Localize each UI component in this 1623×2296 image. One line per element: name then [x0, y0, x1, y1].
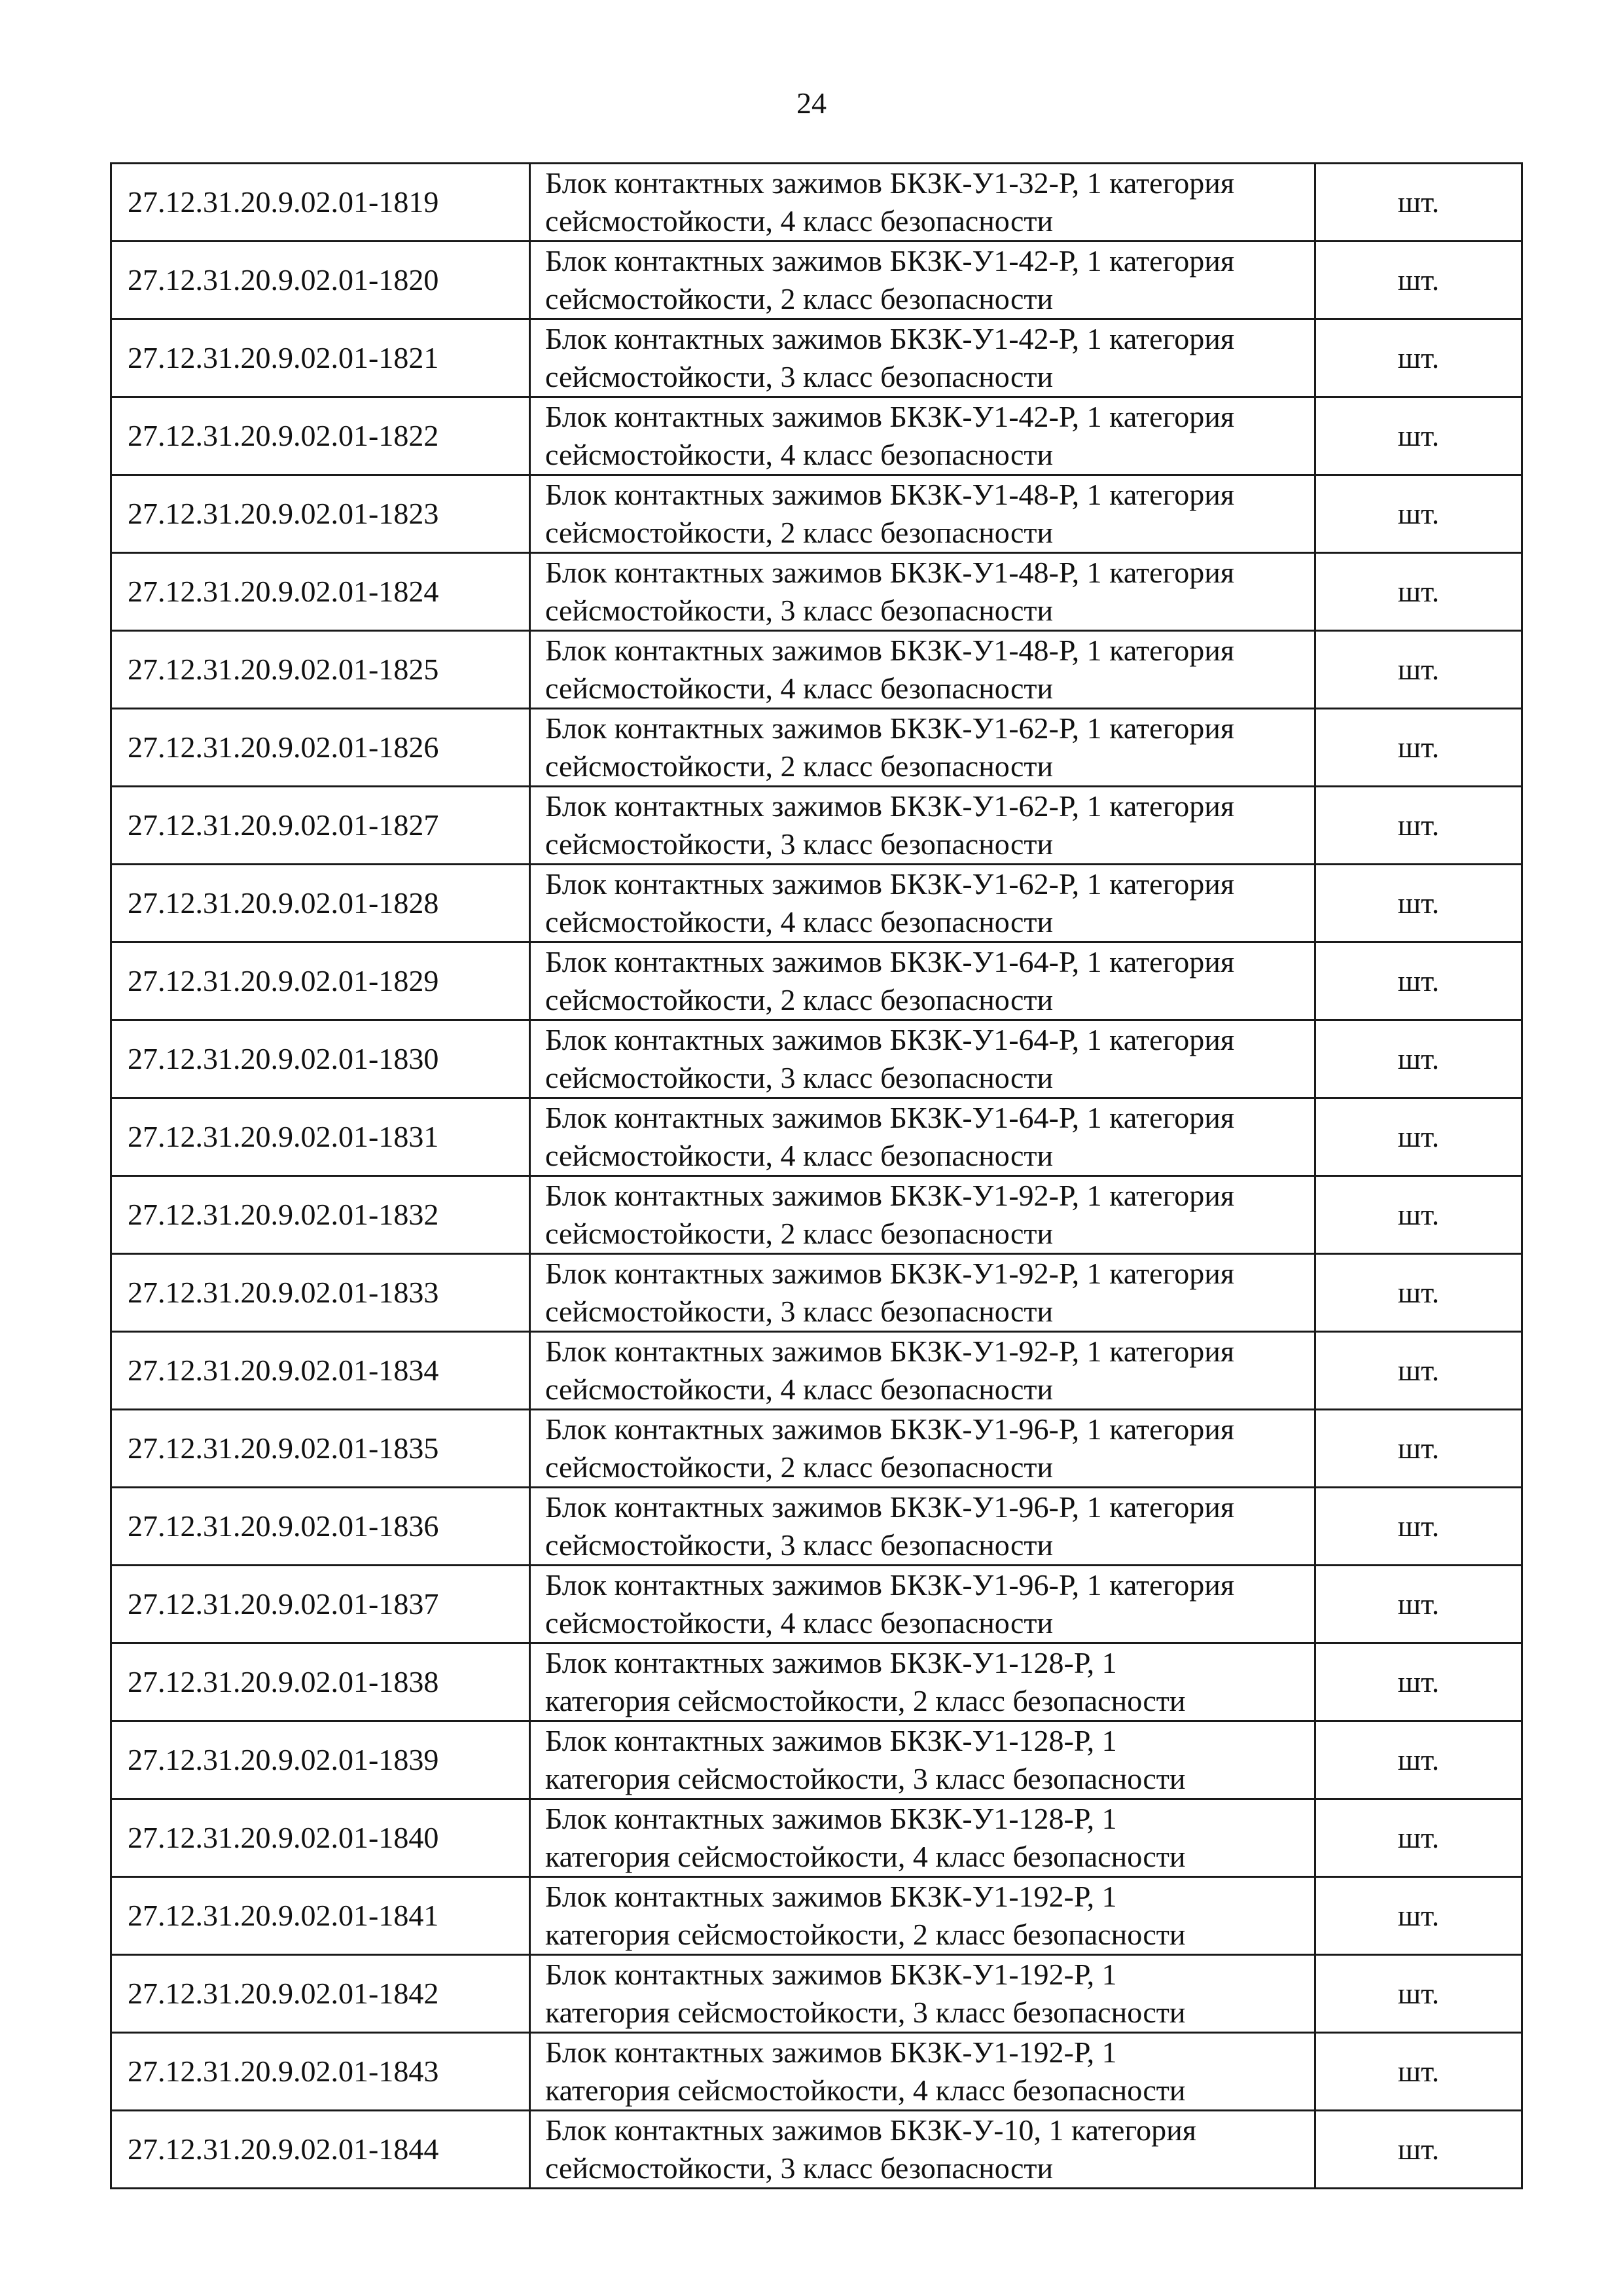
item-code-cell: 27.12.31.20.9.02.01-1837	[111, 1566, 530, 1643]
table-row	[111, 1176, 1522, 1254]
item-description-line: сейсмостойкости, 2 класс безопасности	[545, 282, 1054, 315]
item-description-cell	[530, 942, 1315, 1020]
item-code-cell: 27.12.31.20.9.02.01-1821	[111, 319, 530, 397]
item-unit-cell: шт.	[1315, 1410, 1522, 1488]
item-code-cell: 27.12.31.20.9.02.01-1825	[111, 631, 530, 709]
item-code-cell: 27.12.31.20.9.02.01-1835	[111, 1410, 530, 1488]
page-number: 24	[796, 86, 827, 120]
table-row	[111, 942, 1522, 1020]
item-code-cell: 27.12.31.20.9.02.01-1824	[111, 553, 530, 631]
item-description-line: Блок контактных зажимов БКЗК-У-10, 1 категория	[545, 2113, 1196, 2147]
item-description-line: Блок контактных зажимов БКЗК-У1-64-Р, 1 категория	[545, 1023, 1235, 1056]
item-description-line: сейсмостойкости, 4 класс безопасности	[545, 905, 1054, 939]
item-description-line: сейсмостойкости, 3 класс безопасности	[545, 1061, 1054, 1094]
item-description-line: сейсмостойкости, 2 класс безопасности	[545, 516, 1054, 549]
item-unit-cell: шт.	[1315, 1332, 1522, 1410]
table-row	[111, 1721, 1522, 1799]
item-description-cell	[530, 1799, 1315, 1877]
item-description-cell	[530, 1098, 1315, 1176]
item-code-cell: 27.12.31.20.9.02.01-1831	[111, 1098, 530, 1176]
table-row	[111, 1643, 1522, 1721]
item-description-cell	[530, 475, 1315, 553]
table-row	[111, 787, 1522, 865]
item-description-line: Блок контактных зажимов БКЗК-У1-62-Р, 1 категория	[545, 789, 1235, 823]
item-description-line: сейсмостойкости, 2 класс безопасности	[545, 1217, 1054, 1250]
item-unit-cell: шт.	[1315, 319, 1522, 397]
item-unit-cell: шт.	[1315, 1799, 1522, 1877]
item-unit-cell: шт.	[1315, 475, 1522, 553]
item-code-cell: 27.12.31.20.9.02.01-1830	[111, 1020, 530, 1098]
item-description-cell	[530, 631, 1315, 709]
item-description-cell	[530, 164, 1315, 242]
item-description-cell	[530, 2033, 1315, 2111]
item-description-line: Блок контактных зажимов БКЗК-У1-32-Р, 1 категория	[545, 166, 1235, 200]
item-unit-cell: шт.	[1315, 242, 1522, 319]
item-description-line: категория сейсмостойкости, 2 класс безопасности	[545, 1684, 1186, 1717]
table-row	[111, 2111, 1522, 2189]
item-description-line: сейсмостойкости, 3 класс безопасности	[545, 360, 1054, 393]
item-unit-cell: шт.	[1315, 1721, 1522, 1799]
item-code-cell: 27.12.31.20.9.02.01-1823	[111, 475, 530, 553]
item-description-cell	[530, 787, 1315, 865]
table-row	[111, 553, 1522, 631]
table-row	[111, 1566, 1522, 1643]
table-row	[111, 1254, 1522, 1332]
item-description-line: Блок контактных зажимов БКЗК-У1-62-Р, 1 категория	[545, 711, 1235, 745]
table-row	[111, 1877, 1522, 1955]
item-description-line: сейсмостойкости, 3 класс безопасности	[545, 827, 1054, 861]
item-description-line: сейсмостойкости, 4 класс безопасности	[545, 1606, 1054, 1640]
item-description-line: сейсмостойкости, 4 класс безопасности	[545, 1139, 1054, 1172]
item-description-cell	[530, 319, 1315, 397]
table-row	[111, 1332, 1522, 1410]
item-description-line: Блок контактных зажимов БКЗК-У1-192-Р, 1	[545, 1958, 1117, 1991]
items-table	[110, 162, 1523, 2189]
item-unit-cell: шт.	[1315, 1020, 1522, 1098]
item-description-cell	[530, 709, 1315, 787]
item-description-line: Блок контактных зажимов БКЗК-У1-92-Р, 1 категория	[545, 1335, 1235, 1368]
table-row	[111, 709, 1522, 787]
item-description-cell	[530, 1877, 1315, 1955]
item-description-cell	[530, 1955, 1315, 2033]
item-description-line: сейсмостойкости, 4 класс безопасности	[545, 1372, 1054, 1406]
item-code-cell: 27.12.31.20.9.02.01-1819	[111, 164, 530, 242]
item-description-line: Блок контактных зажимов БКЗК-У1-128-Р, 1	[545, 1802, 1117, 1835]
item-description-line: Блок контактных зажимов БКЗК-У1-192-Р, 1	[545, 2036, 1117, 2069]
item-description-cell	[530, 1410, 1315, 1488]
item-description-line: категория сейсмостойкости, 4 класс безопасности	[545, 1840, 1186, 1873]
item-description-line: сейсмостойкости, 4 класс безопасности	[545, 438, 1054, 471]
item-description-line: сейсмостойкости, 3 класс безопасности	[545, 1295, 1054, 1328]
table-row	[111, 1955, 1522, 2033]
table-row	[111, 1488, 1522, 1566]
item-unit-cell: шт.	[1315, 1566, 1522, 1643]
item-description-line: Блок контактных зажимов БКЗК-У1-42-Р, 1 категория	[545, 244, 1235, 278]
item-description-cell	[530, 1643, 1315, 1721]
item-description-line: Блок контактных зажимов БКЗК-У1-64-Р, 1 категория	[545, 945, 1235, 978]
table-row	[111, 865, 1522, 942]
item-description-line: Блок контактных зажимов БКЗК-У1-42-Р, 1 категория	[545, 400, 1235, 433]
item-code-cell: 27.12.31.20.9.02.01-1836	[111, 1488, 530, 1566]
item-code-cell: 27.12.31.20.9.02.01-1826	[111, 709, 530, 787]
item-code-cell: 27.12.31.20.9.02.01-1834	[111, 1332, 530, 1410]
item-unit-cell: шт.	[1315, 709, 1522, 787]
item-code-cell: 27.12.31.20.9.02.01-1833	[111, 1254, 530, 1332]
item-description-line: категория сейсмостойкости, 3 класс безопасности	[545, 1762, 1186, 1795]
item-description-cell	[530, 1721, 1315, 1799]
item-description-line: Блок контактных зажимов БКЗК-У1-92-Р, 1 категория	[545, 1179, 1235, 1212]
item-unit-cell: шт.	[1315, 553, 1522, 631]
item-description-line: Блок контактных зажимов БКЗК-У1-96-Р, 1 категория	[545, 1412, 1235, 1446]
item-description-line: категория сейсмостойкости, 4 класс безопасности	[545, 2073, 1186, 2107]
items-table-body	[111, 164, 1522, 2189]
table-row	[111, 631, 1522, 709]
item-code-cell: 27.12.31.20.9.02.01-1841	[111, 1877, 530, 1955]
item-unit-cell: шт.	[1315, 631, 1522, 709]
item-code-cell: 27.12.31.20.9.02.01-1840	[111, 1799, 530, 1877]
item-unit-cell: шт.	[1315, 397, 1522, 475]
item-code-cell: 27.12.31.20.9.02.01-1843	[111, 2033, 530, 2111]
item-unit-cell: шт.	[1315, 1955, 1522, 2033]
item-code-cell: 27.12.31.20.9.02.01-1827	[111, 787, 530, 865]
table-row	[111, 397, 1522, 475]
item-code-cell: 27.12.31.20.9.02.01-1838	[111, 1643, 530, 1721]
table-row	[111, 1799, 1522, 1877]
item-unit-cell: шт.	[1315, 942, 1522, 1020]
table-row	[111, 242, 1522, 319]
item-unit-cell: шт.	[1315, 2033, 1522, 2111]
table-row	[111, 319, 1522, 397]
item-description-line: категория сейсмостойкости, 2 класс безопасности	[545, 1918, 1186, 1951]
item-description-cell	[530, 1020, 1315, 1098]
item-description-line: сейсмостойкости, 4 класс безопасности	[545, 672, 1054, 705]
item-description-line: сейсмостойкости, 3 класс безопасности	[545, 594, 1054, 627]
item-description-cell	[530, 865, 1315, 942]
item-description-line: Блок контактных зажимов БКЗК-У1-128-Р, 1	[545, 1646, 1117, 1679]
item-unit-cell: шт.	[1315, 1877, 1522, 1955]
item-code-cell: 27.12.31.20.9.02.01-1844	[111, 2111, 530, 2189]
item-unit-cell: шт.	[1315, 1176, 1522, 1254]
item-description-cell	[530, 2111, 1315, 2189]
item-description-line: сейсмостойкости, 2 класс безопасности	[545, 749, 1054, 783]
item-description-cell	[530, 1254, 1315, 1332]
item-description-cell	[530, 1566, 1315, 1643]
item-unit-cell: шт.	[1315, 1488, 1522, 1566]
item-description-line: Блок контактных зажимов БКЗК-У1-96-Р, 1 категория	[545, 1490, 1235, 1524]
item-code-cell: 27.12.31.20.9.02.01-1839	[111, 1721, 530, 1799]
item-description-line: Блок контактных зажимов БКЗК-У1-42-Р, 1 категория	[545, 322, 1235, 355]
item-description-cell	[530, 1488, 1315, 1566]
item-description-line: сейсмостойкости, 2 класс безопасности	[545, 1450, 1054, 1484]
item-description-line: Блок контактных зажимов БКЗК-У1-64-Р, 1 категория	[545, 1101, 1235, 1134]
table-row	[111, 1410, 1522, 1488]
item-description-line: Блок контактных зажимов БКЗК-У1-92-Р, 1 категория	[545, 1257, 1235, 1290]
item-code-cell: 27.12.31.20.9.02.01-1820	[111, 242, 530, 319]
item-unit-cell: шт.	[1315, 1643, 1522, 1721]
item-unit-cell: шт.	[1315, 1254, 1522, 1332]
item-description-line: Блок контактных зажимов БКЗК-У1-48-Р, 1 категория	[545, 478, 1235, 511]
table-row	[111, 475, 1522, 553]
item-description-line: Блок контактных зажимов БКЗК-У1-62-Р, 1 категория	[545, 867, 1235, 901]
item-code-cell: 27.12.31.20.9.02.01-1822	[111, 397, 530, 475]
table-row	[111, 164, 1522, 242]
item-code-cell: 27.12.31.20.9.02.01-1832	[111, 1176, 530, 1254]
item-unit-cell: шт.	[1315, 865, 1522, 942]
item-description-line: Блок контактных зажимов БКЗК-У1-48-Р, 1 категория	[545, 556, 1235, 589]
item-description-line: Блок контактных зажимов БКЗК-У1-96-Р, 1 категория	[545, 1568, 1235, 1602]
item-code-cell: 27.12.31.20.9.02.01-1829	[111, 942, 530, 1020]
item-description-cell	[530, 397, 1315, 475]
table-row	[111, 1098, 1522, 1176]
item-description-cell	[530, 1332, 1315, 1410]
item-description-line: сейсмостойкости, 2 класс безопасности	[545, 983, 1054, 1016]
item-description-line: Блок контактных зажимов БКЗК-У1-48-Р, 1 категория	[545, 634, 1235, 667]
item-code-cell: 27.12.31.20.9.02.01-1842	[111, 1955, 530, 2033]
item-unit-cell: шт.	[1315, 787, 1522, 865]
item-description-line: сейсмостойкости, 3 класс безопасности	[545, 1528, 1054, 1562]
item-description-cell	[530, 242, 1315, 319]
item-description-cell	[530, 553, 1315, 631]
item-unit-cell: шт.	[1315, 2111, 1522, 2189]
table-row	[111, 1020, 1522, 1098]
item-description-line: категория сейсмостойкости, 3 класс безопасности	[545, 1996, 1186, 2029]
item-description-line: сейсмостойкости, 4 класс безопасности	[545, 204, 1054, 238]
table-row	[111, 2033, 1522, 2111]
item-description-line: сейсмостойкости, 3 класс безопасности	[545, 2151, 1054, 2185]
item-unit-cell: шт.	[1315, 1098, 1522, 1176]
item-description-line: Блок контактных зажимов БКЗК-У1-192-Р, 1	[545, 1880, 1117, 1913]
item-unit-cell: шт.	[1315, 164, 1522, 242]
item-description-line: Блок контактных зажимов БКЗК-У1-128-Р, 1	[545, 1724, 1117, 1757]
item-code-cell: 27.12.31.20.9.02.01-1828	[111, 865, 530, 942]
item-description-cell	[530, 1176, 1315, 1254]
